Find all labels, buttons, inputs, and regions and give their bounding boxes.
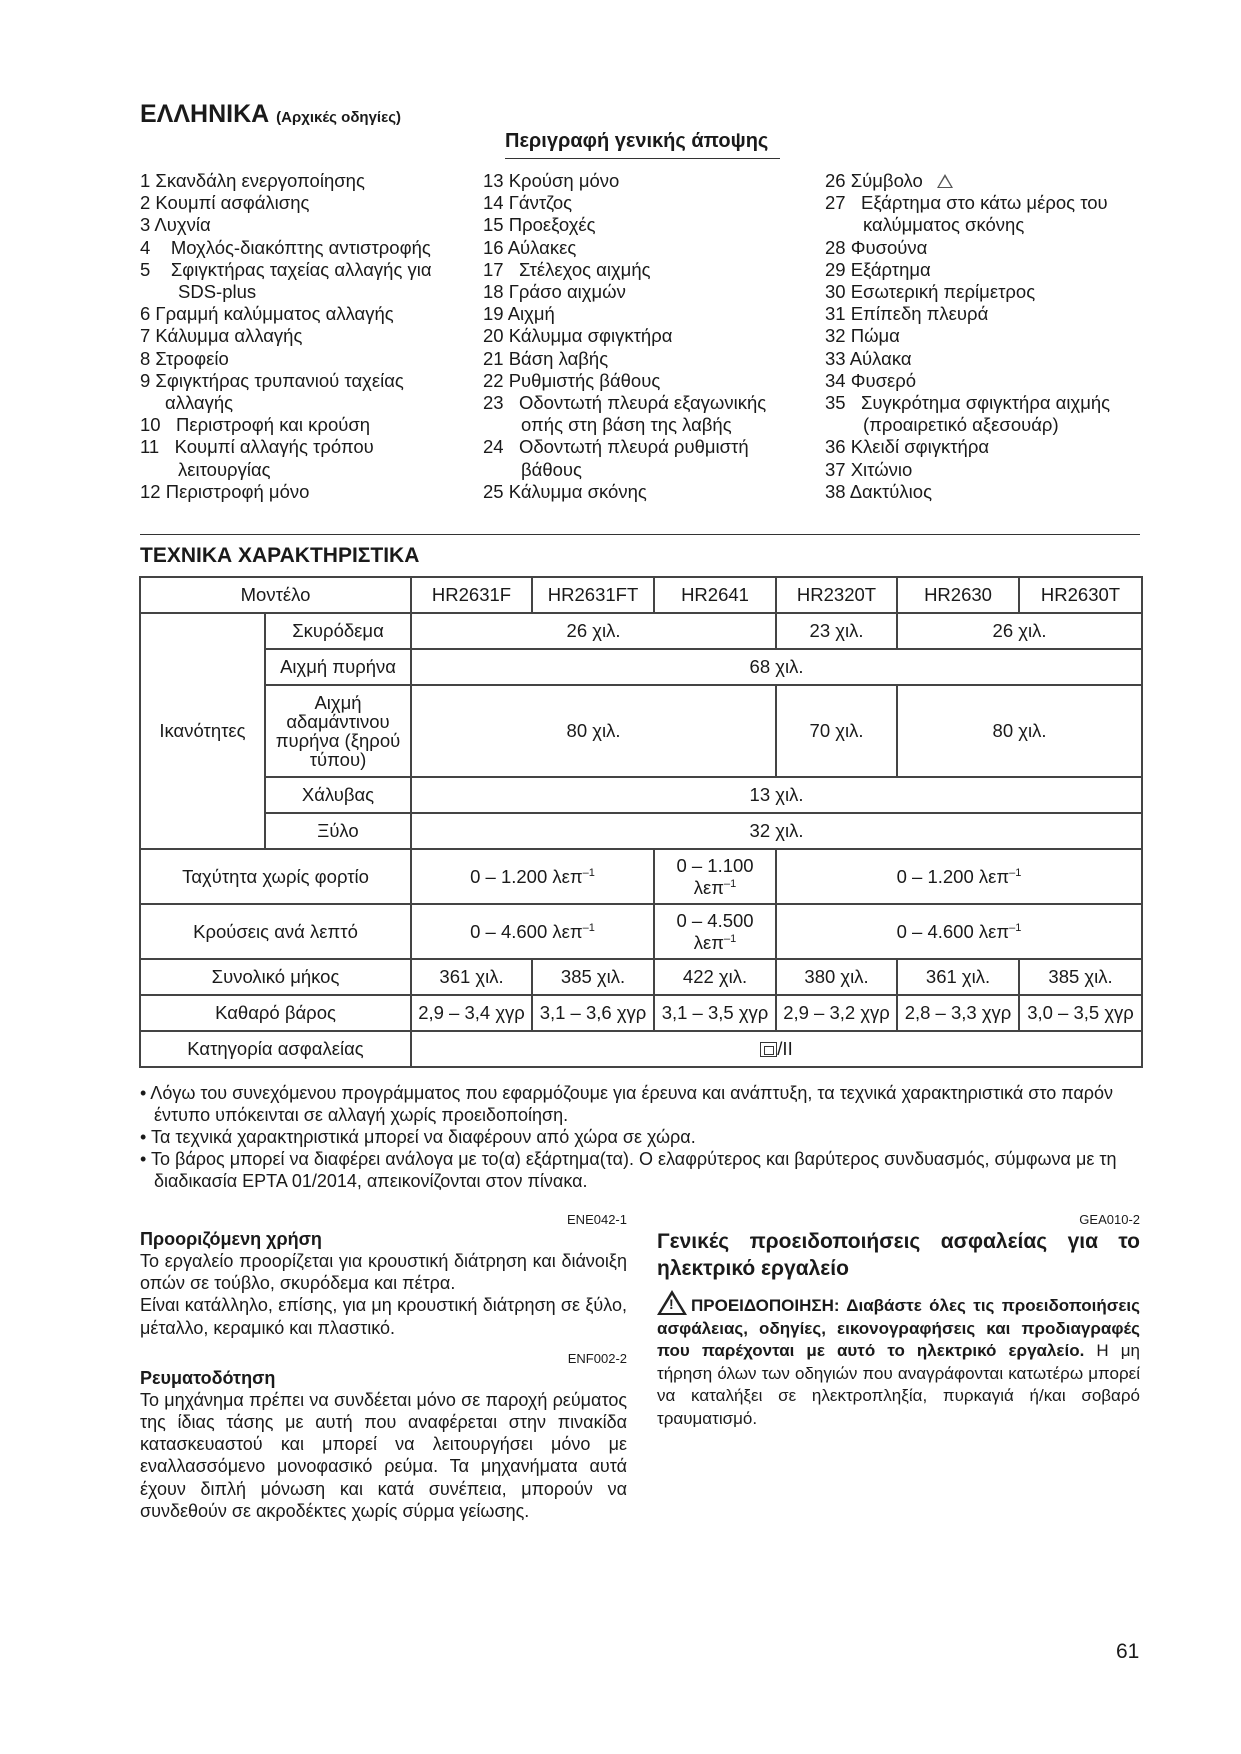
diamond-label-line: αδαμάντινου: [286, 711, 390, 732]
no-load-speed-label: Ταχύτητα χωρίς φορτίο: [140, 849, 411, 904]
model-cell: HR2631F: [411, 577, 532, 613]
specifications-table: [139, 576, 1143, 1068]
part-item: 38 Δακτύλιος: [825, 480, 932, 502]
part-item: 33 Αύλακα: [825, 347, 912, 369]
part-item: 24 Οδοντωτή πλευρά ρυθμιστή: [483, 436, 749, 458]
specifications-title: ΤΕΧΝΙΚΑ ΧΑΡΑΚΤΗΡΙΣΤΙΚΑ: [140, 544, 420, 567]
warning-text: Η μη τήρηση όλων των οδηγιών που αναγράφονται κατωτέρω μπορεί να καταλήξει σε ηλεκτροπληξία, πυρκαγιά ή/και σοβαρό τραυματισμό.: [657, 1341, 1140, 1428]
part-item-text: 26 Σύμβολο: [825, 170, 923, 191]
part-item-continuation: καλύμματος σκόνης: [863, 214, 1025, 236]
exponent: –1: [724, 878, 737, 890]
general-safety-warning: [657, 1290, 1140, 1430]
part-item: 37 Χιτώνιο: [825, 458, 913, 480]
diamond-label-line: τύπου): [309, 749, 367, 770]
part-item-continuation: SDS-plus: [178, 281, 257, 303]
length-cell: 422 χιλ.: [654, 959, 776, 995]
weight-cell: 3,1 – 3,5 χγρ: [654, 995, 776, 1031]
warning-triangle-icon: [657, 1290, 687, 1315]
part-item: 17 Στέλεχος αιχμής: [483, 258, 651, 280]
double-insulation-icon: [760, 1042, 777, 1057]
no-load-speed-value: [776, 849, 1142, 904]
language-subtitle: (Αρχικές οδηγίες): [276, 109, 401, 126]
section-code: ENE042-1: [567, 1212, 627, 1227]
part-item: 27 Εξάρτημα στο κάτω μέρος του: [825, 192, 1108, 214]
warning-bold-text: ΠΡΟΕΙΔΟΠΟΙΗΣΗ: Διαβάστε όλες τις προειδοποιήσεις ασφάλειας, οδηγίες, εικονογραφήσεις και προδιαγραφές που παρέχονται με αυτό το ηλεκτρικό εργαλείο.: [657, 1296, 1140, 1360]
model-cell: HR2320T: [776, 577, 897, 613]
value-text: λεπ: [693, 877, 725, 898]
capacities-label: Ικανότητες: [140, 613, 265, 849]
part-item: 28 Φυσούνα: [825, 236, 928, 258]
safety-class-text: /II: [777, 1038, 793, 1059]
value-text: λεπ: [693, 932, 725, 953]
blows-per-minute-value: [654, 904, 776, 959]
net-weight-label: Καθαρό βάρος: [140, 995, 411, 1031]
diamond-core-bit-label: [265, 685, 411, 777]
safety-class-value: [411, 1031, 1142, 1067]
note-item: • Τα τεχνικά χαρακτηριστικά μπορεί να διαφέρουν από χώρα σε χώρα.: [140, 1127, 696, 1147]
model-cell: HR2631FT: [532, 577, 654, 613]
part-item: 32 Πώμα: [825, 325, 900, 347]
part-item: 12 Περιστροφή μόνο: [140, 480, 310, 502]
part-item: 25 Κάλυμμα σκόνης: [483, 480, 647, 502]
weight-cell: 3,1 – 3,6 χγρ: [532, 995, 654, 1031]
table-row-model: [140, 577, 1142, 613]
exponent: –1: [582, 866, 595, 879]
note-item: • Λόγω του συνεχόμενου προγράμματος που εφαρμόζουμε για έρευνα και ανάπτυξη, τα τεχνικά χαρακτηριστικά στο παρόν έντυπο υπόκεινται σε αλλαγή χωρίς προειδοποίηση.: [140, 1083, 1114, 1125]
concrete-value: 26 χιλ.: [411, 613, 776, 649]
length-cell: 385 χιλ.: [532, 959, 654, 995]
weight-cell: 2,9 – 3,4 χγρ: [411, 995, 532, 1031]
part-item: 30 Εσωτερική περίμετρος: [825, 281, 1036, 303]
wood-value: 32 χιλ.: [411, 813, 1142, 849]
concrete-value: 26 χιλ.: [897, 613, 1142, 649]
general-safety-title: Γενικές προειδοποιήσεις ασφαλείας για το: [657, 1230, 1140, 1253]
part-item: 11 Κουμπί αλλαγής τρόπου: [140, 436, 374, 458]
exponent: –1: [1009, 866, 1022, 879]
table-row-core-bit: [140, 649, 1142, 685]
table-row-no-load-speed: [140, 849, 1142, 904]
part-item: 22 Ρυθμιστής βάθους: [483, 369, 661, 391]
part-item: 8 Στροφείο: [140, 347, 229, 369]
parts-list-column-1: [140, 170, 470, 503]
safety-class-label: Κατηγορία ασφαλείας: [140, 1031, 411, 1067]
part-item: 20 Κάλυμμα σφιγκτήρα: [483, 325, 673, 347]
steel-label: Χάλυβας: [265, 777, 411, 813]
part-item: 36 Κλειδί σφιγκτήρα: [825, 436, 990, 458]
part-item: 19 Αιχμή: [483, 303, 555, 325]
overview-title-underline: [505, 158, 780, 159]
table-row-concrete: [140, 613, 1142, 649]
part-item: 6 Γραμμή καλύμματος αλλαγής: [140, 303, 394, 325]
language-title: ΕΛΛΗΝΙΚΑ: [140, 100, 270, 128]
intended-use-text: Είναι κατάλληλο, επίσης, για μη κρουστική διάτρηση σε ξύλο, μέταλλο, κεραμικό και πλαστικό.: [140, 1295, 627, 1338]
no-load-speed-value: [654, 849, 776, 904]
diamond-core-bit-value: 70 χιλ.: [776, 685, 897, 777]
part-item: 2 Κουμπί ασφάλισης: [140, 192, 310, 214]
intended-use-title: Προοριζόμενη χρήση: [140, 1229, 322, 1249]
part-item: 9 Σφιγκτήρας τρυπανιού ταχείας: [140, 369, 404, 391]
part-item: [825, 170, 1145, 192]
section-divider: [140, 534, 1140, 535]
diamond-label-line: πυρήνα (ξηρού: [275, 730, 401, 751]
part-item-continuation: λειτουργίας: [178, 458, 271, 480]
weight-cell: 3,0 – 3,5 χγρ: [1019, 995, 1142, 1031]
exponent: –1: [1009, 921, 1022, 934]
right-text-column: [657, 1212, 1140, 1430]
part-item: 1 Σκανδάλη ενεργοποίησης: [140, 170, 365, 191]
part-item: 31 Επίπεδη πλευρά: [825, 303, 989, 325]
table-row-blows-per-minute: [140, 904, 1142, 959]
part-item: 3 Λυχνία: [140, 214, 211, 236]
page-number: 61: [1116, 1640, 1140, 1663]
part-item-continuation: βάθους: [521, 458, 582, 480]
value-text: 0 – 4.600 λεπ: [896, 920, 1010, 942]
part-item: 14 Γάντζος: [483, 192, 573, 214]
parts-list-column-3: [825, 170, 1145, 503]
part-item: 29 Εξάρτημα: [825, 258, 931, 280]
wood-label: Ξύλο: [265, 813, 411, 849]
part-item: 7 Κάλυμμα αλλαγής: [140, 325, 303, 347]
part-item: 16 Αύλακες: [483, 236, 577, 258]
section-code: ENF002-2: [567, 1350, 627, 1366]
overview-title: Περιγραφή γενικής άποψης: [505, 130, 769, 152]
part-item-continuation: οπής στη βάση της λαβής: [521, 414, 732, 436]
part-item: 23 Οδοντωτή πλευρά εξαγωνικής: [483, 392, 767, 414]
value-text: 0 – 1.200 λεπ: [896, 865, 1010, 887]
section-heading-language: [140, 100, 401, 129]
core-bit-label: Αιχμή πυρήνα: [265, 649, 411, 685]
specification-notes: [140, 1082, 1140, 1192]
weight-cell: 2,8 – 3,3 χγρ: [897, 995, 1019, 1031]
diamond-core-bit-value: 80 χιλ.: [897, 685, 1142, 777]
exponent: –1: [724, 933, 737, 945]
power-supply-text: Το μηχάνημα πρέπει να συνδέεται μόνο σε παροχή ρεύματος της ίδιας τάσης με αυτή που αναφέρεται στην πινακίδα κατασκευαστού και μπορεί να λειτουργήσει μόνο με εναλλασσόμενο μονοφασικό ρεύμα. Τα μηχανήματα αυτά έχουν διπλή μόνωση και κατά συνέπεια, μπορούν να συνδεθούν σε ακροδέκτες χωρίς σύρμα γείωσης.: [140, 1389, 627, 1521]
note-item: • Το βάρος μπορεί να διαφέρει ανάλογα με το(α) εξάρτημα(τα). Ο ελαφρύτερος και βαρύτερος συνδυασμός, σύμφωνα με τη διαδικασία EPTA 01/2014, απεικονίζονται στον πίνακα.: [140, 1149, 1117, 1191]
length-cell: 361 χιλ.: [897, 959, 1019, 995]
part-item: 34 Φυσερό: [825, 369, 917, 391]
intended-use-text: Το εργαλείο προορίζεται για κρουστική διάτρηση και διάνοιξη οπών σε τούβλο, σκυρόδεμα και πέτρα.: [140, 1251, 627, 1294]
weight-cell: 2,9 – 3,2 χγρ: [776, 995, 897, 1031]
part-item: 21 Βάση λαβής: [483, 347, 609, 369]
diamond-core-bit-value: 80 χιλ.: [411, 685, 776, 777]
value-text: 0 – 1.200 λεπ: [470, 865, 583, 887]
diamond-label-line: Αιχμή: [314, 692, 362, 713]
value-line: [657, 875, 773, 897]
blows-per-minute-label: Κρούσεις ανά λεπτό: [140, 904, 411, 959]
model-cell: HR2641: [654, 577, 776, 613]
blows-per-minute-value: [776, 904, 1142, 959]
steel-value: 13 χιλ.: [411, 777, 1142, 813]
table-row-net-weight: [140, 995, 1142, 1031]
length-cell: 361 χιλ.: [411, 959, 532, 995]
part-item-continuation: (προαιρετικό αξεσουάρ): [863, 414, 1059, 436]
table-row-steel: [140, 777, 1142, 813]
general-safety-title: ηλεκτρικό εργαλείο: [657, 1257, 849, 1280]
model-cell: HR2630T: [1019, 577, 1142, 613]
overall-length-label: Συνολικό μήκος: [140, 959, 411, 995]
part-item: 10 Περιστροφή και κρούση: [140, 414, 371, 436]
model-label: Μοντέλο: [140, 577, 411, 613]
part-item: 18 Γράσο αιχμών: [483, 281, 626, 303]
part-item: 13 Κρούση μόνο: [483, 170, 620, 191]
value-line: 0 – 4.500: [676, 910, 754, 931]
no-load-speed-value: [411, 849, 654, 904]
concrete-label: Σκυρόδεμα: [265, 613, 411, 649]
power-supply-title: Ρευματοδότηση: [140, 1367, 276, 1388]
table-row-overall-length: [140, 959, 1142, 995]
length-cell: 385 χιλ.: [1019, 959, 1142, 995]
part-item: 5 Σφιγκτήρας ταχείας αλλαγής για: [140, 258, 432, 280]
table-row-wood: [140, 813, 1142, 849]
blows-per-minute-value: [411, 904, 654, 959]
part-item: 35 Συγκρότημα σφιγκτήρα αιχμής: [825, 392, 1111, 414]
part-item: 4 Μοχλός-διακόπτης αντιστροφής: [140, 236, 431, 258]
table-row-diamond-core-bit: [140, 685, 1142, 777]
part-item-continuation: αλλαγής: [165, 392, 234, 414]
part-item: 15 Προεξοχές: [483, 214, 596, 236]
value-line: 0 – 1.100: [676, 855, 754, 876]
table-row-safety-class: [140, 1031, 1142, 1067]
core-bit-value: 68 χιλ.: [411, 649, 1142, 685]
left-text-column: [140, 1212, 627, 1522]
warning-triangle-symbol-icon: [937, 174, 953, 188]
value-line: [657, 930, 773, 952]
section-code: GEA010-2: [1079, 1212, 1140, 1227]
exponent: –1: [582, 921, 595, 934]
concrete-value: 23 χιλ.: [776, 613, 897, 649]
model-cell: HR2630: [897, 577, 1019, 613]
length-cell: 380 χιλ.: [776, 959, 897, 995]
value-text: 0 – 4.600 λεπ: [470, 920, 583, 942]
parts-list-column-2: [483, 170, 813, 503]
